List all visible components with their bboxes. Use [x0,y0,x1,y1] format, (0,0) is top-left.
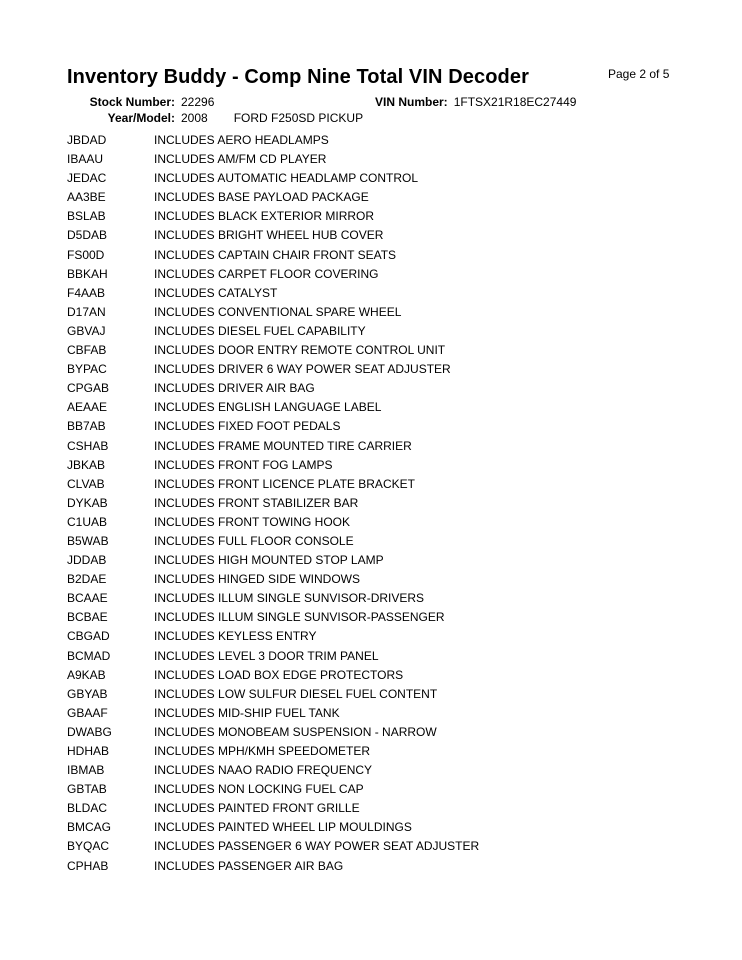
option-code: HDHAB [67,744,110,758]
option-description: INCLUDES BASE PAYLOAD PACKAGE [154,190,369,205]
option-row [67,379,687,398]
option-code: F4AAB [67,285,106,300]
option-description: INCLUDES CARPET FLOOR COVERING [154,266,379,281]
option-row [67,475,687,494]
option-description: INCLUDES LEVEL 3 DOOR TRIM PANEL [154,648,379,663]
option-description: INCLUDES NON LOCKING FUEL CAP [154,782,364,797]
option-description: INCLUDES MONOBEAM SUSPENSION - NARROW [154,724,437,739]
year-model-line [67,111,363,125]
option-code: FS00D [67,247,105,262]
option-row [67,303,687,322]
option-code: JBDAD [67,133,107,147]
option-description: INCLUDES AERO HEADLAMPS [154,133,329,147]
option-code: CLVAB [67,476,105,491]
option-description: INCLUDES BRIGHT WHEEL HUB COVER [154,228,384,243]
option-code: GBYAB [67,686,108,701]
option-description: INCLUDES DRIVER 6 WAY POWER SEAT ADJUSTER [154,362,451,377]
vin-number-label: VIN Number: [375,95,448,109]
option-description: INCLUDES ILLUM SINGLE SUNVISOR-DRIVERS [154,591,425,606]
option-row [67,837,687,856]
option-code: BBKAH [67,266,108,281]
option-description: INCLUDES ILLUM SINGLE SUNVISOR-PASSENGER [154,610,445,625]
option-description: INCLUDES FRONT LICENCE PLATE BRACKET [154,476,415,491]
option-description: INCLUDES FRONT FOG LAMPS [154,457,333,472]
year-value: 2008 [181,111,208,125]
option-code: B5WAB [67,533,109,548]
option-row [67,341,687,360]
option-code: BMCAG [67,820,112,835]
option-row [67,265,687,284]
option-description: INCLUDES NAAO RADIO FREQUENCY [154,763,373,778]
option-row [67,513,687,532]
option-description: INCLUDES CONVENTIONAL SPARE WHEEL [154,304,402,319]
option-row [67,322,687,341]
option-description: INCLUDES FIXED FOOT PEDALS [154,419,341,434]
option-description: INCLUDES LOW SULFUR DIESEL FUEL CONTENT [154,686,438,701]
option-code: GBAAF [67,705,108,720]
option-code: DYKAB [67,495,108,510]
option-code: BYQAC [67,839,110,854]
option-row [67,666,687,685]
option-row [67,780,687,799]
option-row [67,627,687,646]
option-description: INCLUDES CATALYST [154,285,278,300]
option-row [67,723,687,742]
option-row [67,532,687,551]
option-row [67,456,687,475]
option-code: IBAAU [67,152,104,167]
option-row [67,704,687,723]
option-code: CSHAB [67,438,109,453]
option-description: INCLUDES PASSENGER 6 WAY POWER SEAT ADJUSTER [154,839,480,854]
option-row [67,570,687,589]
option-row [67,437,687,456]
year-model-label: Year/Model: [107,111,175,125]
option-description: INCLUDES MID-SHIP FUEL TANK [154,705,340,720]
stock-number-line [67,95,214,109]
option-code: JEDAC [67,171,107,186]
option-description: INCLUDES AUTOMATIC HEADLAMP CONTROL [154,171,419,186]
option-code: AA3BE [67,190,106,205]
vin-number-value: 1FTSX21R18EC27449 [453,95,577,109]
option-row [67,284,687,303]
option-code: BCAAE [67,591,108,606]
option-description: INCLUDES BLACK EXTERIOR MIRROR [154,209,375,224]
option-description: INCLUDES MPH/KMH SPEEDOMETER [154,744,371,758]
option-row [67,685,687,704]
option-row [67,647,687,666]
option-code: CBFAB [67,343,107,358]
option-row [67,150,687,169]
option-description: INCLUDES LOAD BOX EDGE PROTECTORS [154,667,404,682]
option-description: INCLUDES PAINTED WHEEL LIP MOULDINGS [154,820,412,835]
option-row [67,207,687,226]
option-code: JBKAB [67,457,106,472]
option-code: BCMAD [67,648,111,663]
option-code: CBGAD [67,629,110,644]
option-description: INCLUDES DIESEL FUEL CAPABILITY [154,323,366,338]
option-row [67,818,687,837]
page-title: Inventory Buddy - Comp Nine Total VIN Decoder [67,66,529,88]
option-description: INCLUDES FRAME MOUNTED TIRE CARRIER [154,438,412,453]
option-row [67,608,687,627]
option-row [67,169,687,188]
option-row [67,226,687,245]
option-description: INCLUDES HIGH MOUNTED STOP LAMP [154,553,384,568]
option-code: BLDAC [67,801,108,816]
option-code: D17AN [67,304,106,319]
option-description: INCLUDES KEYLESS ENTRY [154,629,317,644]
option-code: B2DAE [67,572,107,587]
stock-number-value: 22296 [181,95,215,109]
option-row [67,761,687,780]
option-description: INCLUDES FULL FLOOR CONSOLE [154,533,354,548]
option-row [67,360,687,379]
option-code: C1UAB [67,514,108,529]
model-value: FORD F250SD PICKUP [233,111,364,125]
option-code: JDDAB [67,553,107,568]
option-description: INCLUDES AM/FM CD PLAYER [154,152,327,167]
option-code: BB7AB [67,419,106,434]
option-description: INCLUDES FRONT TOWING HOOK [154,514,351,529]
option-code: AEAAE [67,400,108,415]
option-description: INCLUDES CAPTAIN CHAIR FRONT SEATS [154,247,397,262]
option-row [67,398,687,417]
option-row [67,799,687,818]
option-description: INCLUDES PASSENGER AIR BAG [154,858,344,873]
option-row [67,589,687,608]
option-code: BCBAE [67,610,108,625]
option-code: IBMAB [67,763,105,778]
option-code: BSLAB [67,209,106,224]
option-code: CPHAB [67,858,109,873]
option-row [67,742,687,761]
option-list [67,131,687,876]
option-row [67,494,687,513]
option-description: INCLUDES DOOR ENTRY REMOTE CONTROL UNIT [154,343,446,358]
option-code: D5DAB [67,228,108,243]
option-row [67,246,687,265]
option-code: BYPAC [67,362,107,377]
option-description: INCLUDES DRIVER AIR BAG [154,381,315,396]
page-number: Page 2 of 5 [608,67,670,81]
option-row [67,551,687,570]
option-description: INCLUDES HINGED SIDE WINDOWS [154,572,361,587]
option-description: INCLUDES ENGLISH LANGUAGE LABEL [154,400,382,415]
option-code: GBTAB [67,782,107,797]
option-row [67,857,687,876]
option-code: CPGAB [67,381,110,396]
vin-number-line [375,95,576,109]
option-code: A9KAB [67,667,106,682]
option-code: GBVAJ [67,323,106,338]
option-code: DWABG [67,724,112,739]
option-row [67,417,687,436]
option-row [67,188,687,207]
option-description: INCLUDES FRONT STABILIZER BAR [154,495,359,510]
option-description: INCLUDES PAINTED FRONT GRILLE [154,801,360,816]
stock-number-label: Stock Number: [89,95,175,109]
option-row [67,131,687,150]
